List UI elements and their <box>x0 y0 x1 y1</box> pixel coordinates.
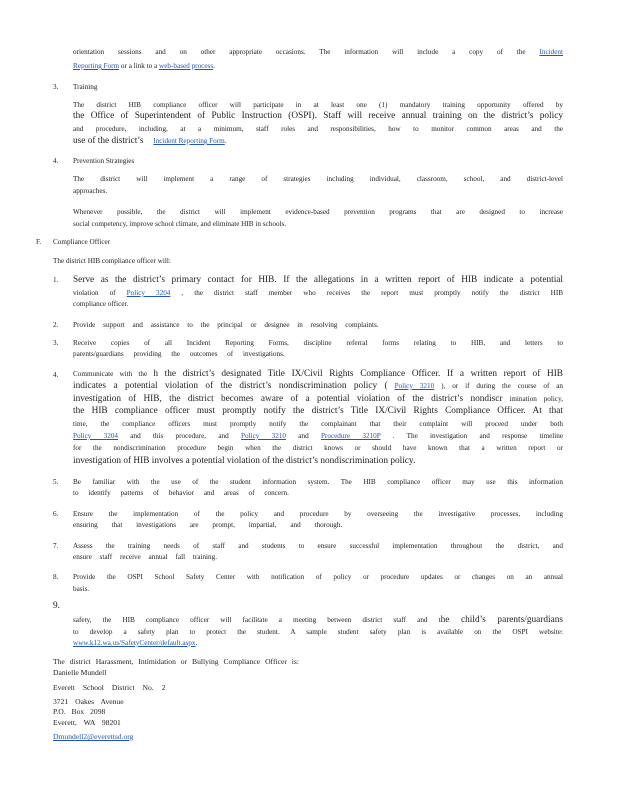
training-line-3: and procedure, including, at a minimum, staff roles and responsibilities, how to monitor common areas and the <box>73 125 563 133</box>
officer-organization: Everett School District No. 2 <box>53 683 166 692</box>
item4-line-7: for the nondiscrimination procedure begin when the district knows or should have known that a written report or <box>73 444 563 452</box>
policy-3210-link-2[interactable]: Policy 3210 <box>241 432 287 440</box>
item5-line-1: Be familiar with the use of the student information system. The HIB compliance officer may use this information <box>73 478 563 486</box>
item1-text: violation of <box>73 289 116 297</box>
prevention-p2-line-1: Whenever possible, the district will implement evidence-based prevention programs that are designed to increase <box>73 208 563 216</box>
section-number-prevention: 4. <box>53 157 59 165</box>
item-number-9: 9. <box>53 601 60 611</box>
item-number-1: 1. <box>53 276 59 284</box>
policy-3204-link[interactable]: Policy 3204 <box>126 289 171 297</box>
item1-line-3: compliance officer. <box>73 300 129 308</box>
item4-line-4: the HIB compliance officer must promptly notify the district’s Title IX/Civil Rights Compliance Officer. At that <box>73 406 563 416</box>
officer-name: Danielle Mundell <box>53 668 107 677</box>
item9-line-3: to develop a safety plan to protect the student. A sample student safety plan is available on the OSPI website: <box>73 628 563 636</box>
section-number-training: 3. <box>53 83 59 91</box>
item7-line-2: ensure staff receive annual fall training. <box>73 553 218 561</box>
item4-text-big-2: indicates a potential violation of the district’s nondiscrimination policy ( <box>73 381 388 391</box>
training-text-4: use of the district’s <box>73 136 144 146</box>
compliance-intro: The district HIB compliance officer will: <box>53 257 171 265</box>
continuation-text: orientation sessions and on other appropriate occasions. The information will include a copy of the <box>73 48 526 56</box>
item-number-6: 6. <box>53 510 59 518</box>
prevention-p2-line-2: social competency, improve school climate, and eliminate HIB in schools. <box>73 220 287 228</box>
item8-line-1: Provide the OSPI School Safety Center with notification of policy or procedure updates or changes on an annual <box>73 573 563 581</box>
training-line-2: the Office of Superintendent of Public Instruction (OSPI). Staff will receive annual training on the district’s policy <box>73 111 563 121</box>
officer-street: 3721 Oakes Avenue <box>53 697 124 706</box>
item4-line-8: investigation of HIB involves a potential violation of the district’s nondiscrimination policy. <box>73 456 416 466</box>
item4-text-6: and this procedure, and <box>130 432 229 440</box>
continuation-line-1 <box>73 47 563 58</box>
item6-line-2: ensuring that investigations are prompt, impartial, and thorough. <box>73 521 343 529</box>
item4-line-2 <box>73 380 563 392</box>
procedure-3210p-link[interactable]: Procedure 3210P <box>320 432 381 440</box>
item-number-2: 2. <box>53 321 59 329</box>
item-number-7: 7. <box>53 542 59 550</box>
item8-line-2: basis. <box>73 585 90 593</box>
item-number-3: 3. <box>53 339 59 347</box>
item-number-5: 5. <box>53 478 59 486</box>
item4-text-and: and <box>298 432 309 440</box>
prevention-heading: Prevention Strategies <box>73 157 135 165</box>
officer-city: Everett, WA 98201 <box>53 718 121 727</box>
ospi-safety-center-link[interactable]: www.k12.wa.us/SafetyCenter/default.aspx <box>73 639 196 647</box>
item9-text-big: he child’s parents/guardians <box>440 615 563 625</box>
reporting-form-link[interactable]: Reporting Form <box>73 62 120 70</box>
item4-line-1 <box>73 368 563 380</box>
item1-line-1: Serve as the district’s primary contact for HIB. If the allegations in a written report of HIB indicate a potential <box>73 275 563 285</box>
incident-link[interactable]: Incident <box>539 48 564 56</box>
item4-text-6b: . The investigation and response timeline <box>392 432 564 440</box>
period: . <box>213 62 215 70</box>
item4-text: Communicate with the <box>73 370 148 378</box>
officer-email-link[interactable]: Dmundell2@everettsd.org <box>53 732 134 741</box>
web-based-process-link[interactable]: web-based process <box>159 62 214 70</box>
item4-line-5: time, the compliance officers must promptly notify the complainant that their complaint will proceed under both <box>73 420 563 428</box>
item4-text-2: ), or if during the course of an <box>441 382 564 390</box>
item4-line-6 <box>73 431 563 442</box>
item-number-4: 4. <box>53 371 59 379</box>
item5-line-2: to identify patterns of behavior and areas of concern. <box>73 489 289 497</box>
item3-line-2: parents/guardians providing the outcomes of investigations. <box>73 350 285 358</box>
continuation-text-2: or a link to a <box>120 62 158 70</box>
incident-reporting-form-link[interactable]: Incident Reporting Form <box>153 137 225 145</box>
officer-title: The district Harassment, Intimidation or Bullying Compliance Officer is: <box>53 657 299 666</box>
item7-line-1: Assess the training needs of staff and students to ensure successful implementation throughout the district, and <box>73 542 563 550</box>
item9-text: safety, the HIB compliance officer will facilitate a meeting between district staff and t <box>73 616 441 624</box>
period: . <box>224 137 227 145</box>
training-line-1: The district HIB compliance officer will participate in at least one (1) mandatory training opportunity offered by <box>73 101 563 109</box>
training-line-4 <box>73 135 563 147</box>
policy-3204-link-2[interactable]: Policy 3204 <box>73 432 119 440</box>
compliance-heading: Compliance Officer <box>53 238 111 246</box>
prevention-p1-line-2: approaches. <box>73 187 108 195</box>
item3-line-1: Receive copies of all Incident Reporting Forms, discipline referral forms relating to HIB, and letters to <box>73 339 563 347</box>
item6-line-1: Ensure the implementation of the policy and procedure by overseeing the investigative processes, including <box>73 510 563 518</box>
item9-line-2 <box>73 614 563 626</box>
training-heading: Training <box>73 83 98 91</box>
item9-line-4 <box>73 638 563 649</box>
item4-text-big: h the district’s designated Title IX/Civil Rights Compliance Officer. If a written report of HIB <box>153 369 563 379</box>
period: . <box>195 639 198 647</box>
item4-line-3 <box>73 393 563 405</box>
officer-po-box: P.O. Box 2098 <box>53 707 106 716</box>
prevention-p1-line-1: The district will implement a range of strategies including individual, classroom, school, and district-level <box>73 175 563 183</box>
item1-text-2: , the district staff member who receives the report must promptly notify the district HIB <box>181 289 564 297</box>
item4-text-big-3: investigation of HIB, the district becomes aware of a potential violation of the district’s nondiscr <box>73 394 503 404</box>
item1-line-2 <box>73 288 563 299</box>
continuation-line-2 <box>73 61 563 72</box>
item-number-8: 8. <box>53 573 59 581</box>
policy-3210-link[interactable]: Policy 3210 <box>394 382 435 390</box>
section-letter-f: F. <box>36 238 42 246</box>
item4-text-3: imination policy, <box>509 395 563 403</box>
item2-line-1: Provide support and assistance to the principal or designee in resolving complaints. <box>73 321 379 329</box>
